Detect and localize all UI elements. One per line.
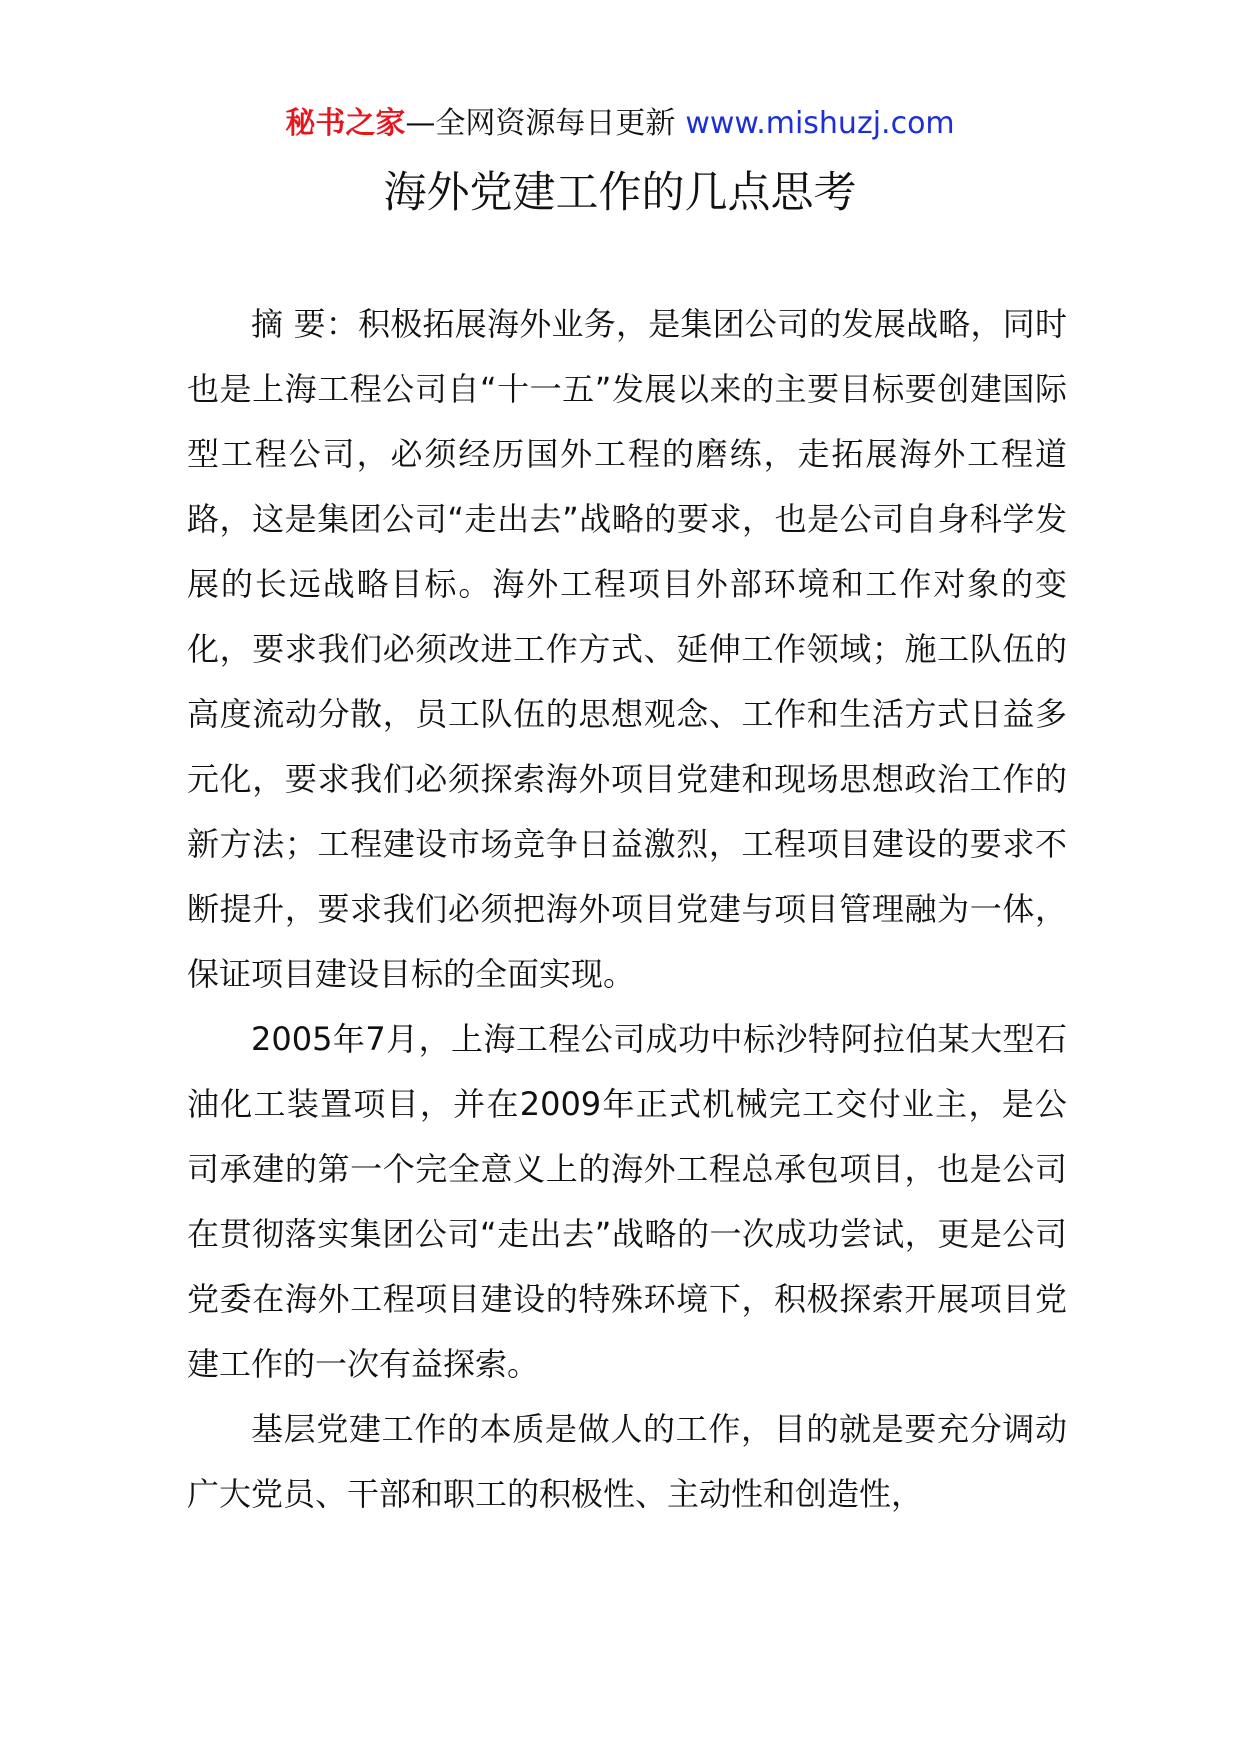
paragraph-project-history: 2005年7月，上海工程公司成功中标沙特阿拉伯某大型石油化工装置项目，并在2009年正式机械完工交付业主，是公司承建的第一个完全意义上的海外工程总承包项目，也是公司在贯彻落实集团公司“走出去”战略的一次成功尝试，更是公司党委在海外工程项目建设的特殊环境下，积极探索开展项目党建工作的一次有益探索。 — [187, 1020, 1067, 1383]
site-url-link[interactable]: www.mishuzj.com — [685, 106, 955, 141]
site-header — [0, 100, 1240, 148]
document-body — [187, 292, 1067, 1527]
site-brand: 秘书之家 — [285, 106, 406, 141]
paragraph-party-building: 基层党建工作的本质是做人的工作，目的就是要充分调动广大党员、干部和职工的积极性、主动性和创造性， — [187, 1410, 1067, 1513]
document-title: 海外党建工作的几点思考 — [383, 168, 857, 218]
paragraph-abstract: 摘 要：积极拓展海外业务，是集团公司的发展战略，同时也是上海工程公司自“十一五”发展以来的主要目标要创建国际型工程公司，必须经历国外工程的磨练，走拓展海外工程道路，这是集团公司“走出去”战略的要求，也是公司自身科学发展的长远战略目标。海外工程项目外部环境和工作对象的变化，要求我们必须改进工作方式、延伸工作领域；施工队伍的高度流动分散，员工队伍的思想观念、工作和生活方式日益多元化，要求我们必须探索海外项目党建和现场思想政治工作的新方法；工程建设市场竞争日益激烈，工程项目建设的要求不断提升，要求我们必须把海外项目党建与项目管理融为一体，保证项目建设目标的全面实现。 — [187, 305, 1067, 993]
site-tagline: —全网资源每日更新 — [405, 106, 676, 141]
